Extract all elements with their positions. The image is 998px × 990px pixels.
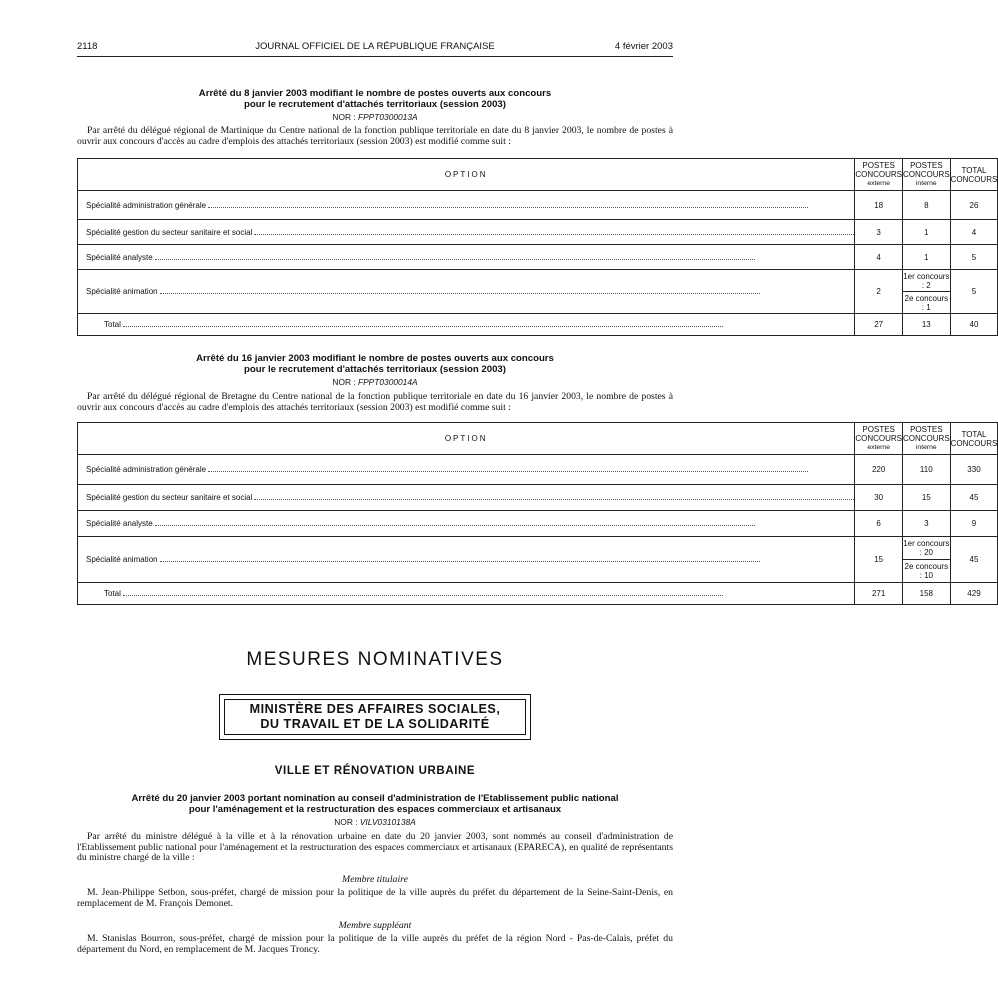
table-row-animation — [78, 537, 998, 560]
cell-total: 330 — [950, 455, 998, 485]
cell-externe: 15 — [855, 537, 903, 583]
row-label: Total — [78, 583, 855, 605]
table-row — [78, 220, 998, 245]
col-total-header: TOTAL CONCOURS — [950, 423, 998, 455]
row-label: Spécialité gestion du secteur sanitaire et social — [78, 220, 855, 245]
cell-total: 9 — [950, 511, 998, 537]
cell-externe: 27 — [855, 314, 903, 336]
cell-interne: 3 — [902, 511, 950, 537]
arrete-2-title — [77, 353, 673, 375]
journal-title: JOURNAL OFFICIEL DE LA RÉPUBLIQUE FRANÇAISE — [255, 41, 495, 52]
cell-total: 5 — [950, 270, 998, 314]
cell-total: 40 — [950, 314, 998, 336]
cell-externe: 220 — [855, 455, 903, 485]
arrete-2-title-line1: Arrêté du 16 janvier 2003 modifiant le nombre de postes ouverts aux concours — [196, 353, 554, 364]
row-label: Total — [78, 314, 855, 336]
cell-interne: 158 — [902, 583, 950, 605]
arrete-2-table — [77, 422, 998, 605]
arrete-1-table — [77, 158, 998, 336]
cell-interne-second: 2e concours : 10 — [902, 560, 950, 583]
cell-interne: 1 — [902, 220, 950, 245]
arrete-2-title-line2: pour le recrutement d'attachés territoriaux (session 2003) — [244, 364, 506, 375]
nor-label: NOR : — [332, 112, 356, 122]
col-externe-header: POSTES CONCOURS externe — [855, 159, 903, 191]
arrete-1-title — [77, 88, 673, 110]
section-title-ville: VILLE ET RÉNOVATION URBAINE — [274, 765, 476, 777]
cell-interne-second: 2e concours : 1 — [902, 292, 950, 314]
row-label: Spécialité analyste — [78, 245, 855, 270]
section-heading-mesures: MESURES NOMINATIVES — [246, 649, 504, 670]
nor-code: VILV0310138A — [359, 817, 416, 827]
arrete-2-paragraph: Par arrêté du délégué régional de Bretagne du Centre national de la fonction publique territoriale en date du 16 janvier 2003, le nombre de postes à ouvrir aux concours d'accès au cadre d'emplois des attachés territoriaux (session 2003) est modifié comme suit : — [77, 391, 673, 413]
table-total-row — [78, 583, 998, 605]
member-titulaire-paragraph: M. Jean-Philippe Setbon, sous-préfet, chargé de mission pour la politique de la ville auprès du préfet du département de la Seine-Saint-Denis, en remplacement de M. François Demonet. — [77, 887, 673, 909]
cell-externe: 4 — [855, 245, 903, 270]
issue-date: 4 février 2003 — [614, 41, 673, 52]
table-header-row — [78, 159, 998, 191]
running-head — [77, 41, 673, 55]
row-label: Spécialité animation — [78, 270, 855, 314]
member-suppleant-paragraph: M. Stanislas Bourron, sous-préfet, chargé de mission pour la politique de la ville auprès du préfet de la région Nord - Pas-de-Calais, préfet du département du Nord, en remplacement de M. Jacques Troncy. — [77, 933, 673, 955]
arrete-1-title-line2: pour le recrutement d'attachés territoriaux (session 2003) — [244, 99, 506, 110]
header-rule — [77, 56, 673, 57]
table-row — [78, 511, 998, 537]
nor-label: NOR : — [334, 817, 358, 827]
cell-interne: 8 — [902, 191, 950, 220]
cell-interne: 1 — [902, 245, 950, 270]
cell-externe: 18 — [855, 191, 903, 220]
arrete-3-paragraph: Par arrêté du ministre délégué à la ville et à la rénovation urbaine en date du 20 janvier 2003, sont nommés au conseil d'administration de l'Etablissement public national pour l'aménagement et la restructuration des espaces commerciaux et artisanaux (EPARECA), en qualité de représentants du ministre chargé de la ville : — [77, 831, 673, 864]
arrete-3-nor — [77, 817, 673, 827]
row-label: Spécialité gestion du secteur sanitaire et social — [78, 485, 855, 511]
table-row — [78, 455, 998, 485]
cell-total: 26 — [950, 191, 998, 220]
cell-externe: 3 — [855, 220, 903, 245]
col-option-header: OPTION — [78, 159, 855, 191]
cell-interne-first: 1er concours : 20 — [902, 537, 950, 560]
ministry-line2: DU TRAVAIL ET DE LA SOLIDARITÉ — [260, 717, 490, 731]
arrete-2-nor — [77, 377, 673, 387]
cell-interne: 13 — [902, 314, 950, 336]
ministry-box — [219, 694, 531, 740]
table-row — [78, 245, 998, 270]
col-option-header: OPTION — [78, 423, 855, 455]
col-externe-header: POSTES CONCOURS externe — [855, 423, 903, 455]
cell-externe: 30 — [855, 485, 903, 511]
cell-externe: 2 — [855, 270, 903, 314]
table-row — [78, 485, 998, 511]
cell-externe: 271 — [855, 583, 903, 605]
subhead-membre-suppleant: Membre suppléant — [338, 920, 412, 931]
col-interne-header: POSTES CONCOURS interne — [902, 423, 950, 455]
nor-label: NOR : — [332, 377, 356, 387]
table-header-row — [78, 423, 998, 455]
cell-externe: 6 — [855, 511, 903, 537]
cell-total: 4 — [950, 220, 998, 245]
table-total-row — [78, 314, 998, 336]
cell-interne: 110 — [902, 455, 950, 485]
row-label: Spécialité analyste — [78, 511, 855, 537]
row-label: Spécialité animation — [78, 537, 855, 583]
cell-interne: 15 — [902, 485, 950, 511]
col-interne-header: POSTES CONCOURS interne — [902, 159, 950, 191]
arrete-1-nor — [77, 112, 673, 122]
arrete-1-title-line1: Arrêté du 8 janvier 2003 modifiant le nombre de postes ouverts aux concours — [198, 88, 552, 99]
cell-interne-first: 1er concours : 2 — [903, 271, 950, 290]
arrete-1-paragraph: Par arrêté du délégué régional de Martinique du Centre national de la fonction publique territoriale en date du 8 janvier 2003, le nombre de postes à ouvrir aux concours d'accès au cadre d'emplois des attachés territoriaux (session 2003) est modifié comme suit : — [77, 125, 673, 147]
arrete-3-title-line1: Arrêté du 20 janvier 2003 portant nomination au conseil d'administration de l'Etablissement public national — [131, 793, 619, 804]
nor-code: FPPT0300014A — [357, 377, 418, 387]
table-row — [78, 191, 998, 220]
page-number: 2118 — [77, 41, 98, 52]
nor-code: FPPT0300013A — [357, 112, 418, 122]
cell-total: 45 — [950, 485, 998, 511]
row-label: Spécialité administration générale — [78, 191, 855, 220]
arrete-3-title-line2: pour l'aménagement et la restructuration des espaces commerciaux et artisanaux — [188, 804, 562, 815]
ministry-line1: MINISTÈRE DES AFFAIRES SOCIALES, — [249, 702, 501, 716]
col-total-header: TOTAL CONCOURS — [950, 159, 998, 191]
cell-total: 429 — [950, 583, 998, 605]
subhead-membre-titulaire: Membre titulaire — [342, 874, 408, 885]
row-label: Spécialité administration générale — [78, 455, 855, 485]
cell-total: 45 — [950, 537, 998, 583]
ministry-name — [224, 699, 526, 735]
cell-total: 5 — [950, 245, 998, 270]
table-row-animation — [78, 270, 998, 292]
arrete-3-title — [77, 793, 673, 815]
